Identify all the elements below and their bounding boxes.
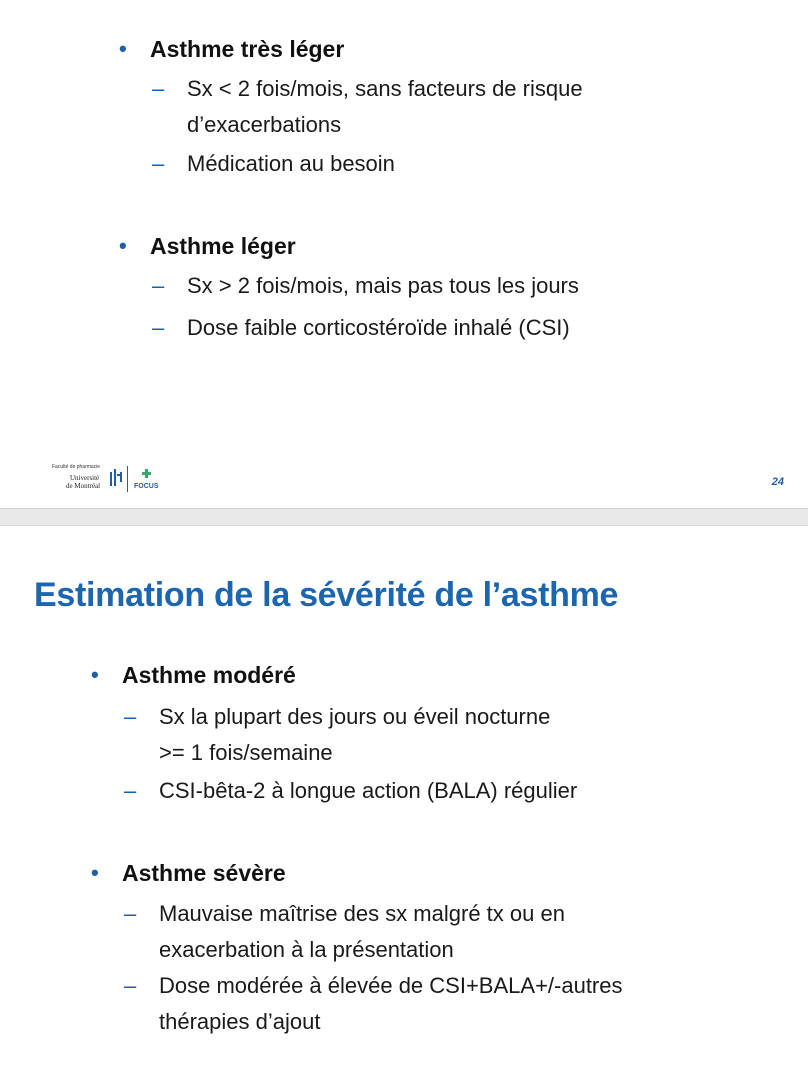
bullet-dot: • — [91, 860, 99, 885]
dash-marker: – — [152, 273, 165, 298]
slide-25 — [0, 526, 808, 1092]
section-heading-tres-leger: • Asthme très léger — [119, 36, 345, 62]
list-item: – Sx < 2 fois/mois, sans facteurs de risque d’exacerbations — [187, 71, 583, 143]
focus-cross-icon — [142, 469, 151, 478]
dash-marker: – — [152, 151, 165, 176]
university-line1: Université — [70, 474, 100, 482]
list-item: – CSI-bêta-2 à longue action (BALA) régulier — [159, 773, 577, 809]
universite-de-montreal-logo — [52, 460, 182, 494]
bullet-dot: • — [91, 662, 99, 687]
page-number: 24 — [771, 476, 784, 488]
university-line2: de Montréal — [66, 482, 101, 490]
list-item: – Médication au besoin — [187, 146, 395, 182]
faculty-label: Faculté de pharmacie — [52, 464, 101, 470]
dash-marker: – — [124, 778, 137, 803]
list-item: – Sx > 2 fois/mois, mais pas tous les jours — [187, 268, 579, 304]
section-heading-modere: • Asthme modéré — [91, 662, 296, 688]
slide-divider — [0, 508, 808, 526]
list-item: – Dose modérée à élevée de CSI+BALA+/-autres thérapies d’ajout — [159, 968, 623, 1040]
udem-emblem-icon — [110, 469, 122, 486]
dash-marker: – — [124, 973, 137, 998]
section-heading-severe: • Asthme sévère — [91, 860, 286, 886]
slide-24 — [0, 0, 808, 508]
dash-marker: – — [152, 76, 165, 101]
list-item: – Dose faible corticostéroïde inhalé (CSI) — [187, 310, 570, 346]
focus-label: FOCUS — [134, 483, 159, 490]
dash-marker: – — [124, 704, 137, 729]
list-item: – Sx la plupart des jours ou éveil nocturne >= 1 fois/semaine — [159, 699, 550, 771]
section-heading-leger: • Asthme léger — [119, 233, 296, 259]
bullet-dot: • — [119, 36, 127, 61]
logo-divider — [127, 466, 128, 492]
list-item: – Mauvaise maîtrise des sx malgré tx ou en exacerbation à la présentation — [159, 896, 565, 968]
dash-marker: – — [124, 901, 137, 926]
bullet-dot: • — [119, 233, 127, 258]
dash-marker: – — [152, 315, 165, 340]
slide-title: Estimation de la sévérité de l’asthme — [34, 576, 619, 614]
